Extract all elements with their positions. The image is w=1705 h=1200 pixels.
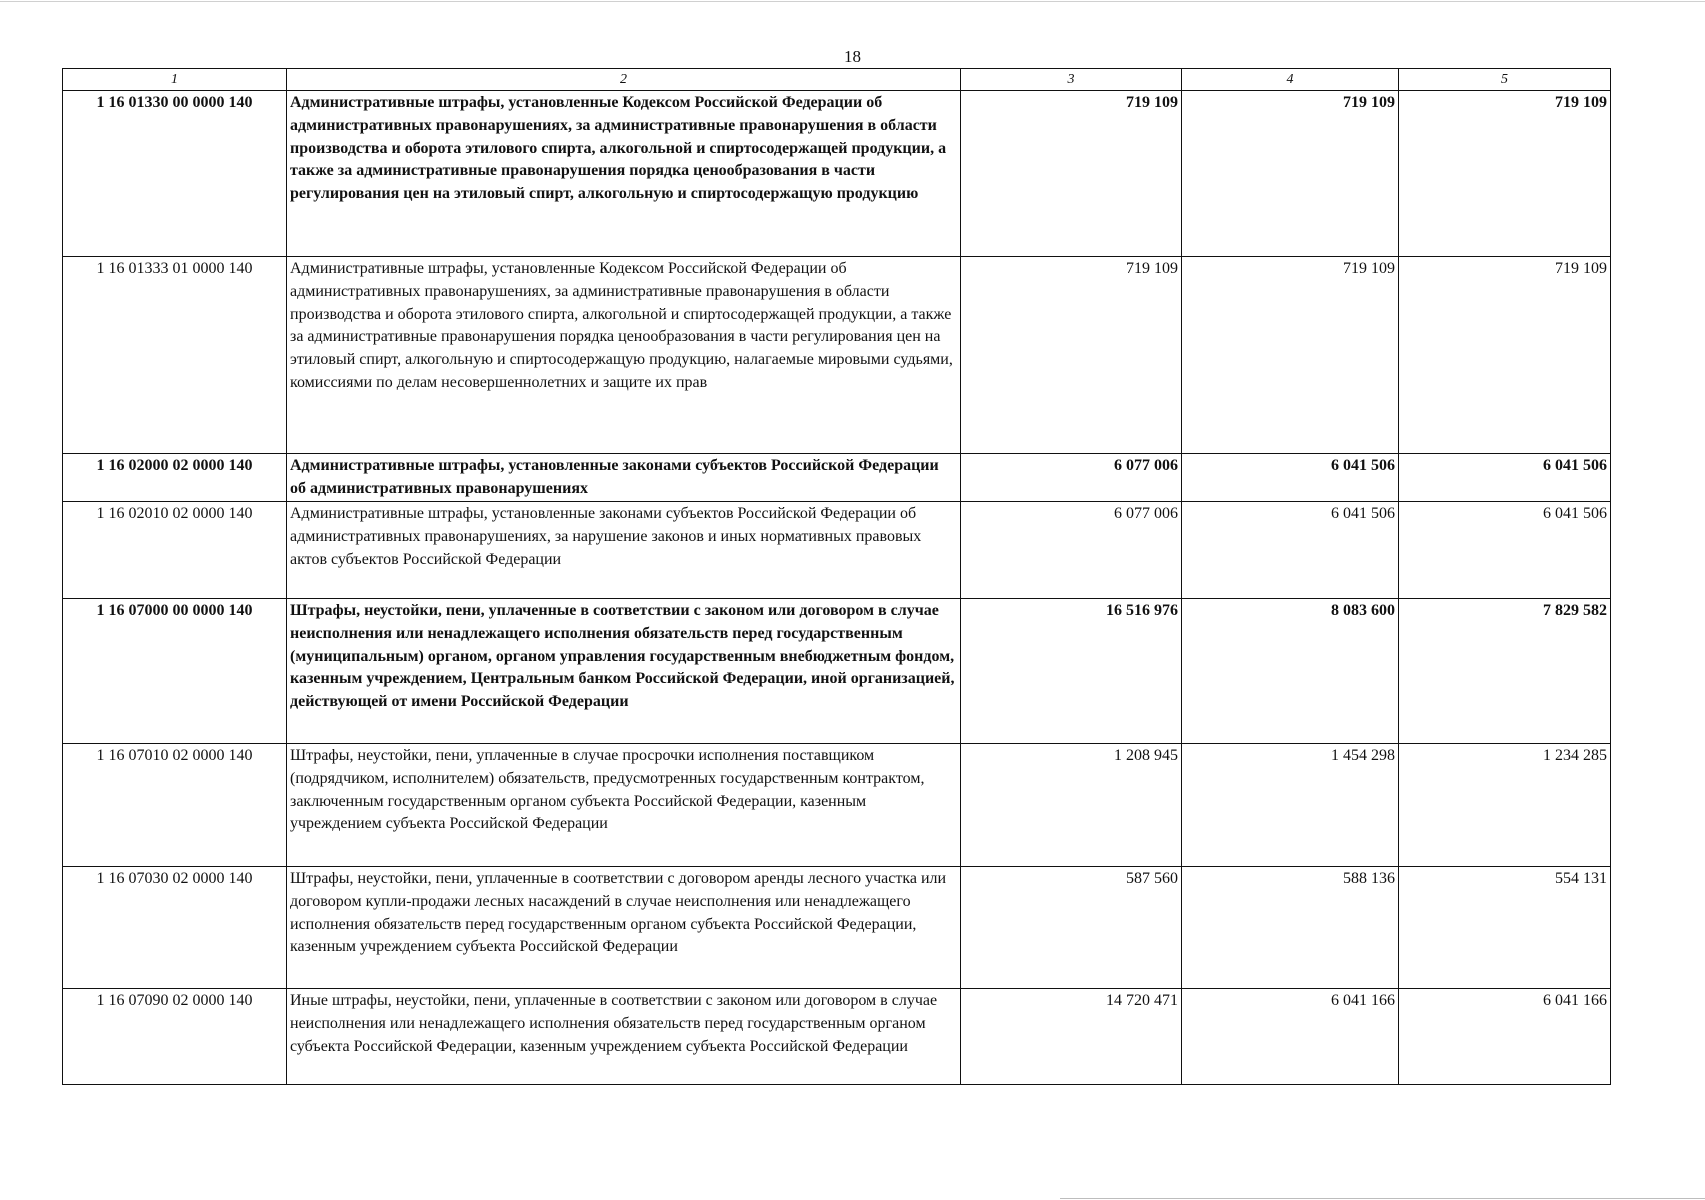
value-column-5-cell: 6 041 166 [1399, 989, 1611, 1085]
value-column-5-cell: 719 109 [1399, 91, 1611, 257]
revenue-name-cell: Штрафы, неустойки, пени, уплаченные в случае просрочки исполнения поставщиком (подрядчиком, исполнителем) обязательств, предусмотренных государственным контрактом, заключенным государственным органом субъекта Российской Федерации, казенным учреждением субъекта Российской Федерации [287, 744, 961, 867]
revenue-name-cell: Административные штрафы, установленные Кодексом Российской Федерации об административных правонарушениях, за административные правонарушения в области производства и оборота этилового спирта, алкогольной и спиртосодержащей продукции, а также за административные правонарушения порядка ценообразования в части регулирования цен на этиловый спирт, алкогольную и спиртосодержащую продукцию [287, 91, 961, 257]
budget-code-cell: 1 16 07000 00 0000 140 [63, 599, 287, 744]
revenue-name-cell: Административные штрафы, установленные законами субъектов Российской Федерации об административных правонарушениях [287, 454, 961, 502]
revenue-name-cell: Штрафы, неустойки, пени, уплаченные в соответствии с договором аренды лесного участка или договором купли-продажи лесных насаждений в случае неисполнения или ненадлежащего исполнения обязательств перед государственным органом субъекта Российской Федерации, казенным учреждением субъекта Российской Федерации [287, 867, 961, 989]
value-column-5-cell: 719 109 [1399, 257, 1611, 454]
value-column-5-cell: 554 131 [1399, 867, 1611, 989]
value-column-5-cell: 6 041 506 [1399, 454, 1611, 502]
value-column-4-cell: 6 041 506 [1182, 502, 1399, 599]
page-number: 18 [844, 47, 861, 66]
value-column-4-cell: 719 109 [1182, 257, 1399, 454]
table-row [63, 502, 1611, 599]
value-column-4-cell: 6 041 506 [1182, 454, 1399, 502]
budget-code-cell: 1 16 01333 01 0000 140 [63, 257, 287, 454]
table-row [63, 454, 1611, 502]
budget-code-cell: 1 16 07010 02 0000 140 [63, 744, 287, 867]
column-header-5: 5 [1399, 69, 1611, 91]
value-column-4-cell: 8 083 600 [1182, 599, 1399, 744]
scan-edge-top [0, 1, 1705, 2]
budget-revenue-table [62, 68, 1611, 1085]
value-column-5-cell: 1 234 285 [1399, 744, 1611, 867]
value-column-3-cell: 1 208 945 [961, 744, 1182, 867]
budget-code-cell: 1 16 02000 02 0000 140 [63, 454, 287, 502]
value-column-3-cell: 6 077 006 [961, 454, 1182, 502]
value-column-4-cell: 719 109 [1182, 91, 1399, 257]
revenue-name-cell: Иные штрафы, неустойки, пени, уплаченные в соответствии с законом или договором в случае неисполнения или ненадлежащего исполнения обязательств перед государственным органом субъекта Российской Федерации, казенным учреждением субъекта Российской Федерации [287, 989, 961, 1085]
value-column-3-cell: 719 109 [961, 257, 1182, 454]
budget-code-cell: 1 16 07030 02 0000 140 [63, 867, 287, 989]
column-header-1: 1 [63, 69, 287, 91]
scan-edge-bottom [1060, 1198, 1705, 1199]
revenue-name-cell: Административные штрафы, установленные законами субъектов Российской Федерации об административных правонарушениях, за нарушение законов и иных нормативных правовых актов субъектов Российской Федерации [287, 502, 961, 599]
value-column-3-cell: 6 077 006 [961, 502, 1182, 599]
value-column-4-cell: 1 454 298 [1182, 744, 1399, 867]
column-number-row [63, 69, 1611, 91]
budget-code-cell: 1 16 01330 00 0000 140 [63, 91, 287, 257]
budget-code-cell: 1 16 02010 02 0000 140 [63, 502, 287, 599]
column-header-4: 4 [1182, 69, 1399, 91]
value-column-4-cell: 6 041 166 [1182, 989, 1399, 1085]
value-column-3-cell: 14 720 471 [961, 989, 1182, 1085]
table-row [63, 867, 1611, 989]
revenue-name-cell: Административные штрафы, установленные Кодексом Российской Федерации об административных правонарушениях, за административные правонарушения в области производства и оборота этилового спирта, алкогольной и спиртосодержащей продукции, а также за административные правонарушения порядка ценообразования в части регулирования цен на этиловый спирт, алкогольную и спиртосодержащую продукцию, налагаемые мировыми судьями, комиссиями по делам несовершеннолетних и защите их прав [287, 257, 961, 454]
table-row [63, 257, 1611, 454]
value-column-3-cell: 587 560 [961, 867, 1182, 989]
value-column-3-cell: 719 109 [961, 91, 1182, 257]
table-row [63, 599, 1611, 744]
value-column-5-cell: 7 829 582 [1399, 599, 1611, 744]
column-header-2: 2 [287, 69, 961, 91]
value-column-3-cell: 16 516 976 [961, 599, 1182, 744]
column-header-3: 3 [961, 69, 1182, 91]
revenue-name-cell: Штрафы, неустойки, пени, уплаченные в соответствии с законом или договором в случае неисполнения или ненадлежащего исполнения обязательств перед государственным (муниципальным) органом, органом управления государственным внебюджетным фондом, казенным учреждением, Центральным банком Российской Федерации, иной организацией, действующей от имени Российской Федерации [287, 599, 961, 744]
value-column-4-cell: 588 136 [1182, 867, 1399, 989]
value-column-5-cell: 6 041 506 [1399, 502, 1611, 599]
budget-code-cell: 1 16 07090 02 0000 140 [63, 989, 287, 1085]
table-row [63, 744, 1611, 867]
table-row [63, 989, 1611, 1085]
table-row [63, 91, 1611, 257]
